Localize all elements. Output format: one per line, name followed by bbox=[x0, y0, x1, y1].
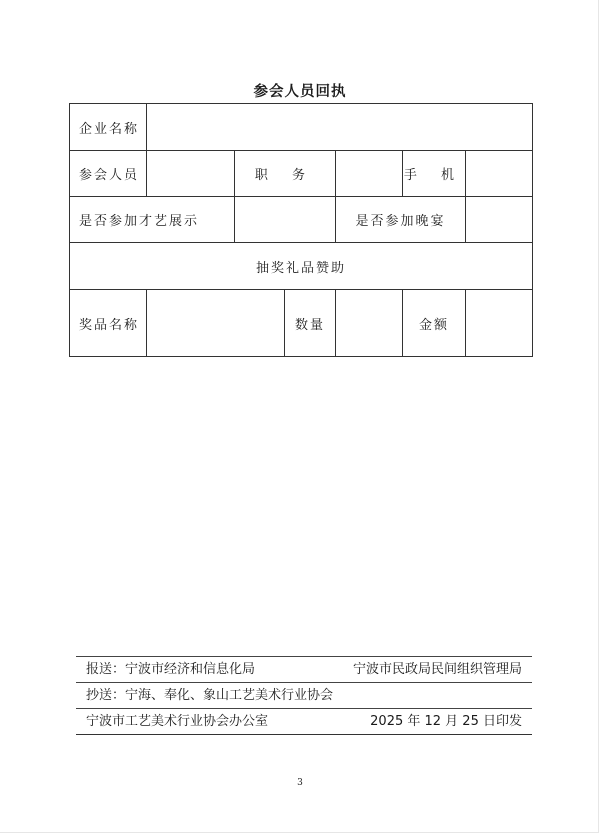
position-label: 职 务 bbox=[235, 151, 336, 197]
lottery-section-header: 抽奖礼品赞助 bbox=[70, 243, 533, 290]
cc-recipients: 宁海、奉化、象山工艺美术行业协会 bbox=[125, 688, 334, 703]
dinner-label: 是否参加晚宴 bbox=[336, 197, 466, 243]
report-to-row bbox=[76, 656, 532, 683]
cc-label: 抄送： bbox=[86, 688, 126, 703]
report-to-recipient-1: 宁波市经济和信息化局 bbox=[125, 662, 256, 677]
report-to-recipient-2: 宁波市民政局民间组织管理局 bbox=[352, 662, 522, 677]
company-name-field[interactable] bbox=[147, 104, 533, 151]
cc-row bbox=[76, 683, 532, 709]
report-to-label: 报送： bbox=[86, 662, 126, 677]
phone-field[interactable] bbox=[466, 151, 533, 197]
phone-label: 手 机 bbox=[403, 151, 466, 197]
attendee-label: 参会人员 bbox=[70, 151, 147, 197]
talent-show-field[interactable] bbox=[235, 197, 336, 243]
issuer: 宁波市工艺美术行业协会办公室 bbox=[86, 714, 269, 729]
prize-name-field[interactable] bbox=[147, 290, 285, 357]
amount-label: 金额 bbox=[403, 290, 466, 357]
talent-show-label: 是否参加才艺展示 bbox=[70, 197, 235, 243]
dinner-field[interactable] bbox=[466, 197, 533, 243]
form-title: 参会人员回执 bbox=[253, 84, 347, 100]
issue-date: 2025 年 12 月 25 日印发 bbox=[370, 714, 522, 729]
quantity-field[interactable] bbox=[336, 290, 403, 357]
page-number: 3 bbox=[297, 778, 303, 788]
prize-name-label: 奖品名称 bbox=[70, 290, 147, 357]
issuer-row bbox=[76, 709, 532, 735]
position-field[interactable] bbox=[336, 151, 403, 197]
company-name-label: 企业名称 bbox=[70, 104, 147, 151]
amount-field[interactable] bbox=[466, 290, 533, 357]
attendee-receipt-form bbox=[69, 103, 533, 357]
distribution-footer bbox=[76, 656, 532, 735]
quantity-label: 数量 bbox=[285, 290, 336, 357]
attendee-field[interactable] bbox=[147, 151, 235, 197]
